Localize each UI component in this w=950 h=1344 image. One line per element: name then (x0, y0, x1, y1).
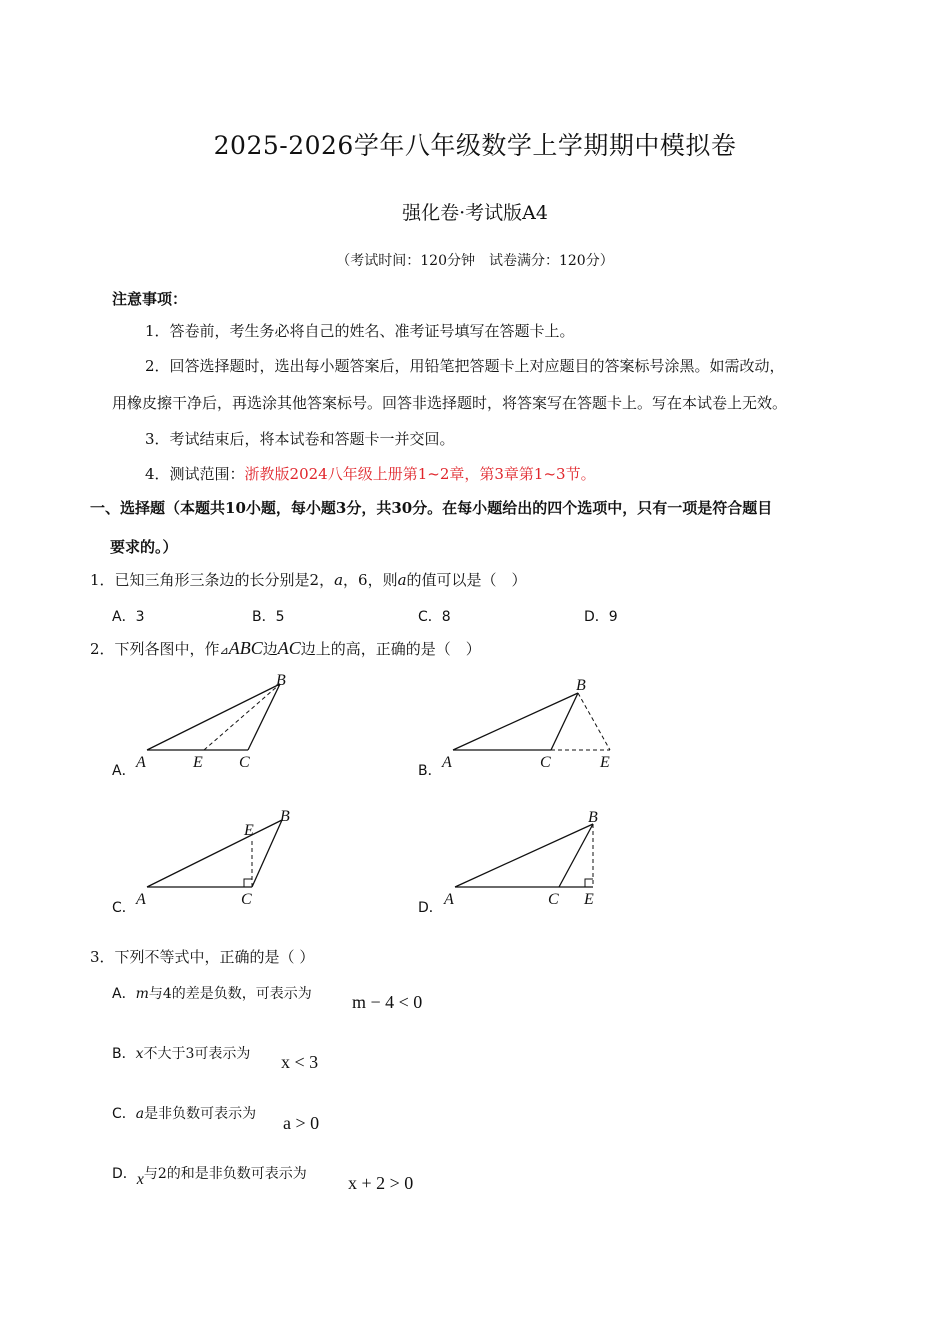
q2-stem-a: 2．下列各图中，作 (90, 640, 220, 658)
q2-figure-a[interactable] (130, 668, 300, 778)
note-2-line-2: 用橡皮擦干净后，再选涂其他答案标号。回答非选择题时，将答案写在答题卡上。写在本试卷上无效。 (112, 394, 788, 412)
q3-c-text: 是非负数可表示为 (144, 1106, 257, 1122)
notes-heading: 注意事项： (112, 290, 188, 308)
question-3-stem: 3．下列不等式中，正确的是（ ） (90, 948, 315, 966)
q2-figure-c[interactable] (130, 802, 300, 914)
q1-stem-a: 1．已知三角形三条边的长分别是2， (90, 571, 335, 589)
q1-var-a: a (334, 571, 344, 589)
fig-d-label-a: A (444, 891, 454, 908)
q3-a-text: 与4的差是负数，可表示为 (148, 986, 312, 1002)
q3-option-a[interactable] (112, 983, 312, 1003)
q2-option-a-label[interactable]: A． (112, 763, 136, 779)
fig-c-label-b: B (280, 808, 290, 825)
fig-c-label-c: C (241, 891, 252, 908)
note-2-line-1: 2．回答选择题时，选出每小题答案后，用铅笔把答题卡上对应题目的答案标号涂黑。如需改动， (145, 357, 785, 375)
q3-b-text: 不大于3可表示为 (143, 1046, 251, 1062)
q2-option-b-label[interactable]: B． (418, 763, 442, 779)
fig-b-dashed-be (578, 693, 610, 750)
fig-d-right-angle (585, 879, 593, 887)
note-4-scope: 浙教版2024八年级上册第1~2章，第3章第1~3节。 (244, 465, 596, 483)
q2-figure-d[interactable] (438, 802, 618, 914)
section-heading-line-2: 要求的。） (110, 538, 178, 556)
q3-b-expr: x < 3 (281, 1052, 319, 1072)
fig-c-side-ab (147, 820, 282, 887)
q3-option-d[interactable] (112, 1163, 307, 1188)
q2-figure-b[interactable] (438, 668, 628, 778)
note-4 (145, 463, 596, 484)
q1-option-a[interactable]: A．3 (112, 609, 145, 625)
q1-var-b: a (397, 571, 407, 589)
fig-a-label-b: B (276, 672, 286, 689)
q3-a-var: m (135, 986, 149, 1002)
q1-option-c[interactable]: C．8 (418, 609, 451, 625)
fig-a-side-ab (147, 684, 280, 750)
fig-c-right-angle (244, 879, 252, 887)
q1-option-b[interactable]: B．5 (252, 609, 285, 625)
q3-d-expr: x + 2 > 0 (348, 1173, 414, 1193)
q2-option-c-label[interactable]: C． (112, 900, 136, 916)
fig-b-label-e: E (600, 754, 610, 771)
fig-b-label-a: A (442, 754, 452, 771)
q3-b-label: B． (112, 1046, 136, 1062)
q3-b-var: x (135, 1046, 144, 1062)
page-title: 2025-2026学年八年级数学上学期期中模拟卷 (213, 131, 737, 160)
fig-b-side-bc (551, 693, 578, 750)
fig-b-label-c: C (540, 754, 551, 771)
q2-mid: 边 (262, 640, 278, 658)
q3-d-var: x (136, 1171, 144, 1188)
q1-option-d[interactable]: D．9 (584, 609, 618, 625)
q3-a-label: A． (112, 986, 136, 1002)
note-4-prefix: 4．测试范围： (145, 465, 245, 483)
fig-a-label-e: E (193, 754, 203, 771)
fig-b-side-ab (453, 693, 578, 750)
q3-option-b[interactable] (112, 1043, 250, 1063)
q3-a-expr: m − 4 < 0 (352, 992, 423, 1012)
q2-stem-b: 边上的高，正确的是（ ） (300, 640, 481, 658)
question-2-stem (90, 638, 481, 659)
q3-c-var: a (135, 1106, 145, 1122)
q3-option-c[interactable] (112, 1103, 256, 1123)
fig-d-label-c: C (548, 891, 559, 908)
exam-info: （考试时间：120分钟 试卷满分：120分） (336, 253, 614, 269)
q3-c-label: C． (112, 1106, 136, 1122)
q1-stem-c: 的值可以是（ ） (406, 571, 527, 589)
q3-d-label: D． (112, 1166, 137, 1182)
fig-b-label-b: B (576, 677, 586, 694)
note-1: 1．答卷前，考生务必将自己的姓名、准考证号填写在答题卡上。 (145, 322, 575, 340)
triangle-symbol: ⊿ (219, 644, 229, 657)
q3-d-text: 与2的和是非负数可表示为 (143, 1166, 307, 1182)
fig-c-side-bc (252, 820, 282, 887)
page-subtitle: 强化卷·考试版A4 (402, 202, 548, 224)
fig-d-side-bc (559, 824, 593, 887)
fig-c-label-a: A (136, 891, 146, 908)
q2-ac: AC (277, 638, 301, 658)
section-heading-line-1: 一、选择题（本题共10小题，每小题3分，共30分。在每小题给出的四个选项中，只有一项是符合题目 (90, 499, 773, 517)
q2-abc: ABC (228, 638, 263, 658)
q3-c-expr: a > 0 (283, 1113, 320, 1133)
fig-a-label-c: C (239, 754, 250, 771)
fig-c-label-e: E (244, 822, 254, 839)
fig-a-dashed-be (204, 684, 280, 750)
note-3: 3．考试结束后，将本试卷和答题卡一并交回。 (145, 430, 455, 448)
fig-d-side-ab (455, 824, 593, 887)
fig-a-side-bc (248, 684, 280, 750)
fig-a-label-a: A (136, 754, 146, 771)
fig-d-label-b: B (588, 809, 598, 826)
fig-d-label-e: E (584, 891, 594, 908)
question-1-stem (90, 569, 527, 590)
q1-stem-b: ，6，则 (343, 571, 398, 589)
q2-option-d-label[interactable]: D． (418, 900, 443, 916)
